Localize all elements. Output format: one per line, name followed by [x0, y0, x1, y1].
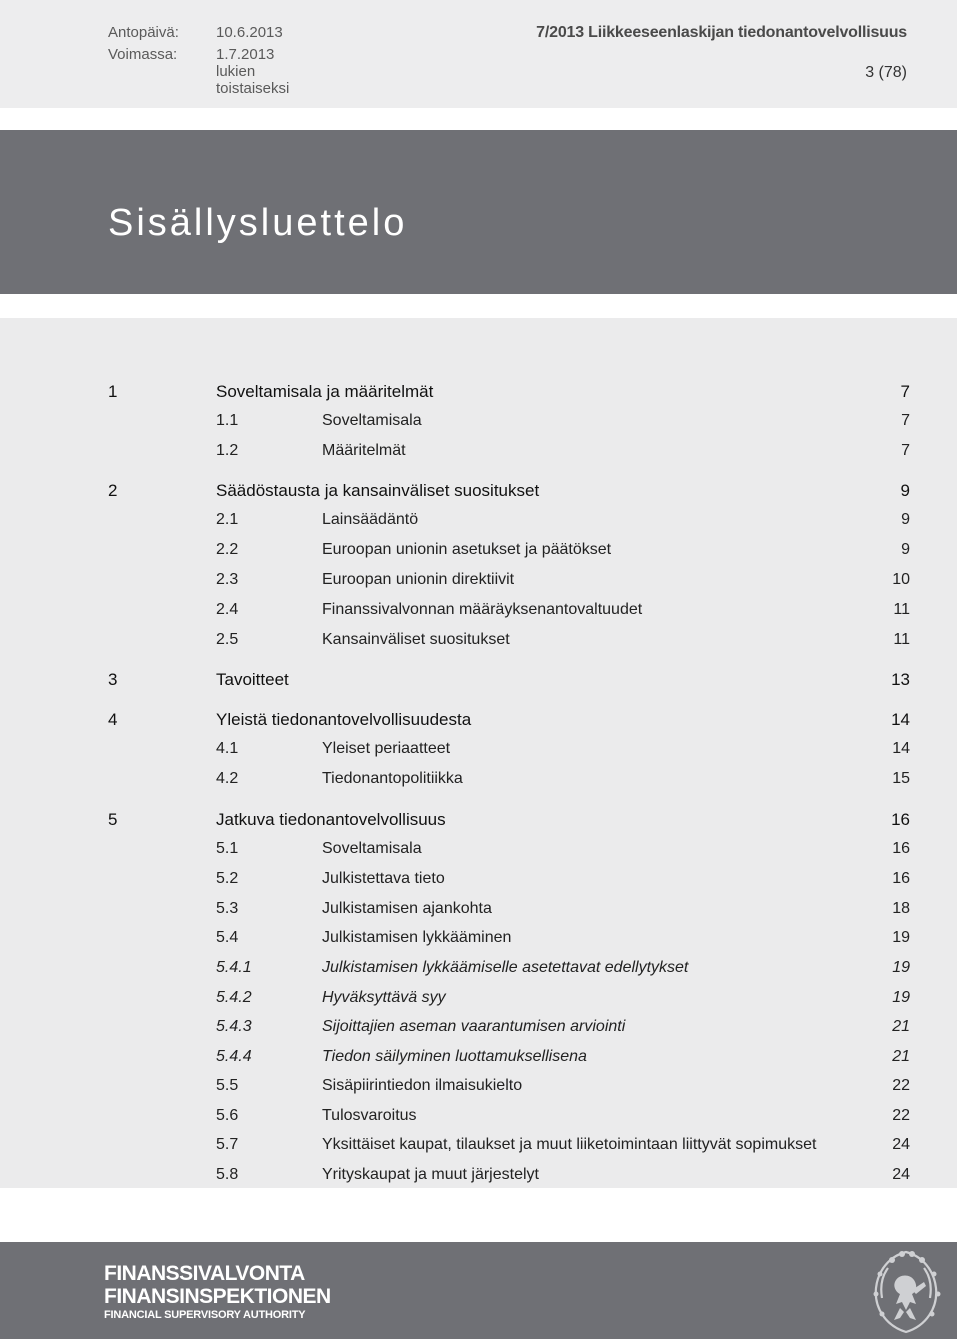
voimassa-label: Voimassa:	[108, 46, 178, 63]
toc-entry-title: Sijoittajien aseman vaarantumisen arviointi	[322, 1018, 626, 1035]
toc-entry-title: Julkistamisen ajankohta	[322, 900, 492, 917]
toc-entry[interactable]	[0, 740, 960, 768]
toc-entry-number: 5.4.1	[216, 959, 252, 976]
toc-entry-number: 2.2	[216, 541, 239, 558]
toc-entry[interactable]	[0, 770, 960, 798]
toc-entry[interactable]	[0, 810, 960, 838]
logo-line-2: FINANSINSPEKTIONEN	[104, 1285, 331, 1308]
toc-entry-title: Julkistamisen lykkääminen	[322, 929, 512, 946]
toc-entry-title: Kansainväliset suositukset	[322, 631, 510, 648]
toc-entry-title: Yleistä tiedonantovelvollisuudesta	[216, 710, 472, 729]
toc-entry[interactable]	[0, 1018, 960, 1046]
toc-entry-number: 5.4	[216, 929, 239, 946]
toc-entry-number: 3	[108, 670, 118, 689]
toc-entry-number: 2	[108, 481, 118, 500]
toc-entry[interactable]	[0, 511, 960, 539]
toc-entry-page: 22	[892, 1077, 910, 1094]
toc-entry-title: Tavoitteet	[216, 670, 289, 689]
toc-entry[interactable]	[0, 481, 960, 509]
toc-entry-page: 24	[892, 1136, 910, 1153]
toc-entry-title: Hyväksyttävä syy	[322, 989, 446, 1006]
page-header	[0, 0, 960, 108]
toc-entry[interactable]	[0, 1107, 960, 1135]
page-number: 3 (78)	[865, 64, 907, 81]
toc-entry[interactable]	[0, 1077, 960, 1105]
toc-entry-title: Tiedonantopolitiikka	[322, 770, 463, 787]
toc-entry[interactable]	[0, 670, 960, 698]
toc-entry[interactable]	[0, 541, 960, 569]
toc-entry-number: 2.5	[216, 631, 239, 648]
toc-entry-title: Soveltamisala	[322, 412, 422, 429]
toc-entry-title: Lainsäädäntö	[322, 511, 419, 528]
toc-entry[interactable]	[0, 929, 960, 957]
toc-entry-number: 4.2	[216, 770, 239, 787]
toc-entry-page: 7	[900, 382, 910, 401]
toc-entry-page: 7	[901, 442, 910, 459]
title-band	[0, 130, 957, 294]
toc-entry-number: 5.5	[216, 1077, 239, 1094]
toc-entry-title: Määritelmät	[322, 442, 406, 459]
toc-entry-number: 2.3	[216, 571, 239, 588]
logo-line-1: FINANSSIVALVONTA	[104, 1262, 305, 1285]
toc-entry[interactable]	[0, 959, 960, 987]
toc-entry-number: 5.2	[216, 870, 239, 887]
toc-entry[interactable]	[0, 1136, 960, 1164]
toc-entry-number: 1.1	[216, 412, 239, 429]
toc-entry-title: Euroopan unionin asetukset ja päätökset	[322, 541, 612, 558]
toc-entry-title: Yksittäiset kaupat, tilaukset ja muut liiketoimintaan liittyvät sopimukset	[322, 1136, 817, 1153]
toc-entry-title: Sisäpiirintiedon ilmaisukielto	[322, 1077, 523, 1094]
toc-entry-title: Soveltamisala ja määritelmät	[216, 382, 434, 401]
toc-entry[interactable]	[0, 900, 960, 928]
toc-entry[interactable]	[0, 989, 960, 1017]
toc-entry-page: 16	[892, 870, 910, 887]
toc-entry[interactable]	[0, 710, 960, 738]
toc-entry-number: 5	[108, 810, 118, 829]
toc-entry[interactable]	[0, 870, 960, 898]
toc-entry-number: 5.4.4	[216, 1048, 252, 1065]
logo-line-3: FINANCIAL SUPERVISORY AUTHORITY	[104, 1309, 306, 1321]
toc-entry[interactable]	[0, 1048, 960, 1076]
toc-entry-number: 5.8	[216, 1166, 239, 1183]
toc-entry-page: 19	[892, 929, 910, 946]
toc-entry[interactable]	[0, 601, 960, 629]
toc-entry-title: Tiedon säilyminen luottamuksellisena	[322, 1048, 587, 1065]
toc-entry-page: 9	[901, 511, 910, 528]
toc-entry-page: 16	[891, 810, 910, 829]
toc-entry-number: 1	[108, 382, 118, 401]
toc-entry-number: 5.4.2	[216, 989, 252, 1006]
toc-entry-number: 5.7	[216, 1136, 239, 1153]
toc-entry[interactable]	[0, 571, 960, 599]
toc-entry-page: 13	[891, 670, 910, 689]
toc-entry-title: Yrityskaupat ja muut järjestelyt	[322, 1166, 539, 1183]
toc-entry-page: 14	[892, 740, 910, 757]
toc-entry-number: 4.1	[216, 740, 239, 757]
toc-entry-number: 5.3	[216, 900, 239, 917]
voimassa-value: 1.7.2013 lukien toistaiseksi	[216, 46, 290, 97]
toc-entry-title: Tulosvaroitus	[322, 1107, 417, 1124]
toc-entry-title: Euroopan unionin direktiivit	[322, 571, 515, 588]
toc-entry-page: 15	[892, 770, 910, 787]
toc-entry-number: 5.1	[216, 840, 239, 857]
toc-entry-title: Jatkuva tiedonantovelvollisuus	[216, 810, 446, 829]
lion-coat-of-arms-icon	[860, 1246, 952, 1338]
organization-logo	[104, 1262, 331, 1322]
toc-entry-number: 5.4.3	[216, 1018, 252, 1035]
antopaiva-label: Antopäivä:	[108, 24, 179, 41]
toc-entry-page: 9	[900, 481, 910, 500]
toc-entry-number: 2.4	[216, 601, 239, 618]
toc-entry-page: 21	[892, 1048, 910, 1065]
toc-entry[interactable]	[0, 631, 960, 659]
toc-entry-page: 18	[892, 900, 910, 917]
toc-entry-page: 24	[892, 1166, 910, 1183]
toc-entry-page: 9	[901, 541, 910, 558]
toc-entry[interactable]	[0, 840, 960, 868]
toc-entry-page: 7	[901, 412, 910, 429]
toc-entry-number: 5.6	[216, 1107, 239, 1124]
toc-entry-title: Julkistettava tieto	[322, 870, 445, 887]
toc-entry-page: 21	[892, 1018, 910, 1035]
page-title: Sisällysluettelo	[108, 202, 408, 244]
antopaiva-value: 10.6.2013	[216, 24, 283, 41]
toc-entry-page: 11	[893, 631, 910, 648]
toc-entry-title: Finanssivalvonnan määräyksenantovaltuudet	[322, 601, 643, 618]
toc-entry-page: 19	[892, 989, 910, 1006]
toc-entry[interactable]	[0, 382, 960, 410]
toc-entry-title: Yleiset periaatteet	[322, 740, 451, 757]
toc-entry[interactable]	[0, 412, 960, 440]
toc-entry-page: 19	[892, 959, 910, 976]
toc-entry-title: Säädöstausta ja kansainväliset suositukset	[216, 481, 540, 500]
toc-entry-title: Julkistamisen lykkäämiselle asetettavat edellytykset	[322, 959, 689, 976]
document-title: 7/2013 Liikkeeseenlaskijan tiedonantovelvollisuus	[536, 24, 907, 41]
toc-entry[interactable]	[0, 1166, 960, 1194]
toc-entry-page: 16	[892, 840, 910, 857]
toc-entry-number: 4	[108, 710, 118, 729]
toc-entry-page: 22	[892, 1107, 910, 1124]
toc-entry-page: 14	[891, 710, 910, 729]
toc-entry-page: 10	[892, 571, 910, 588]
toc-entry-number: 1.2	[216, 442, 239, 459]
page-footer	[0, 1242, 957, 1339]
toc-entry-page: 11	[893, 601, 910, 618]
toc-entry[interactable]	[0, 442, 960, 470]
toc-entry-number: 2.1	[216, 511, 239, 528]
toc-entry-title: Soveltamisala	[322, 840, 422, 857]
